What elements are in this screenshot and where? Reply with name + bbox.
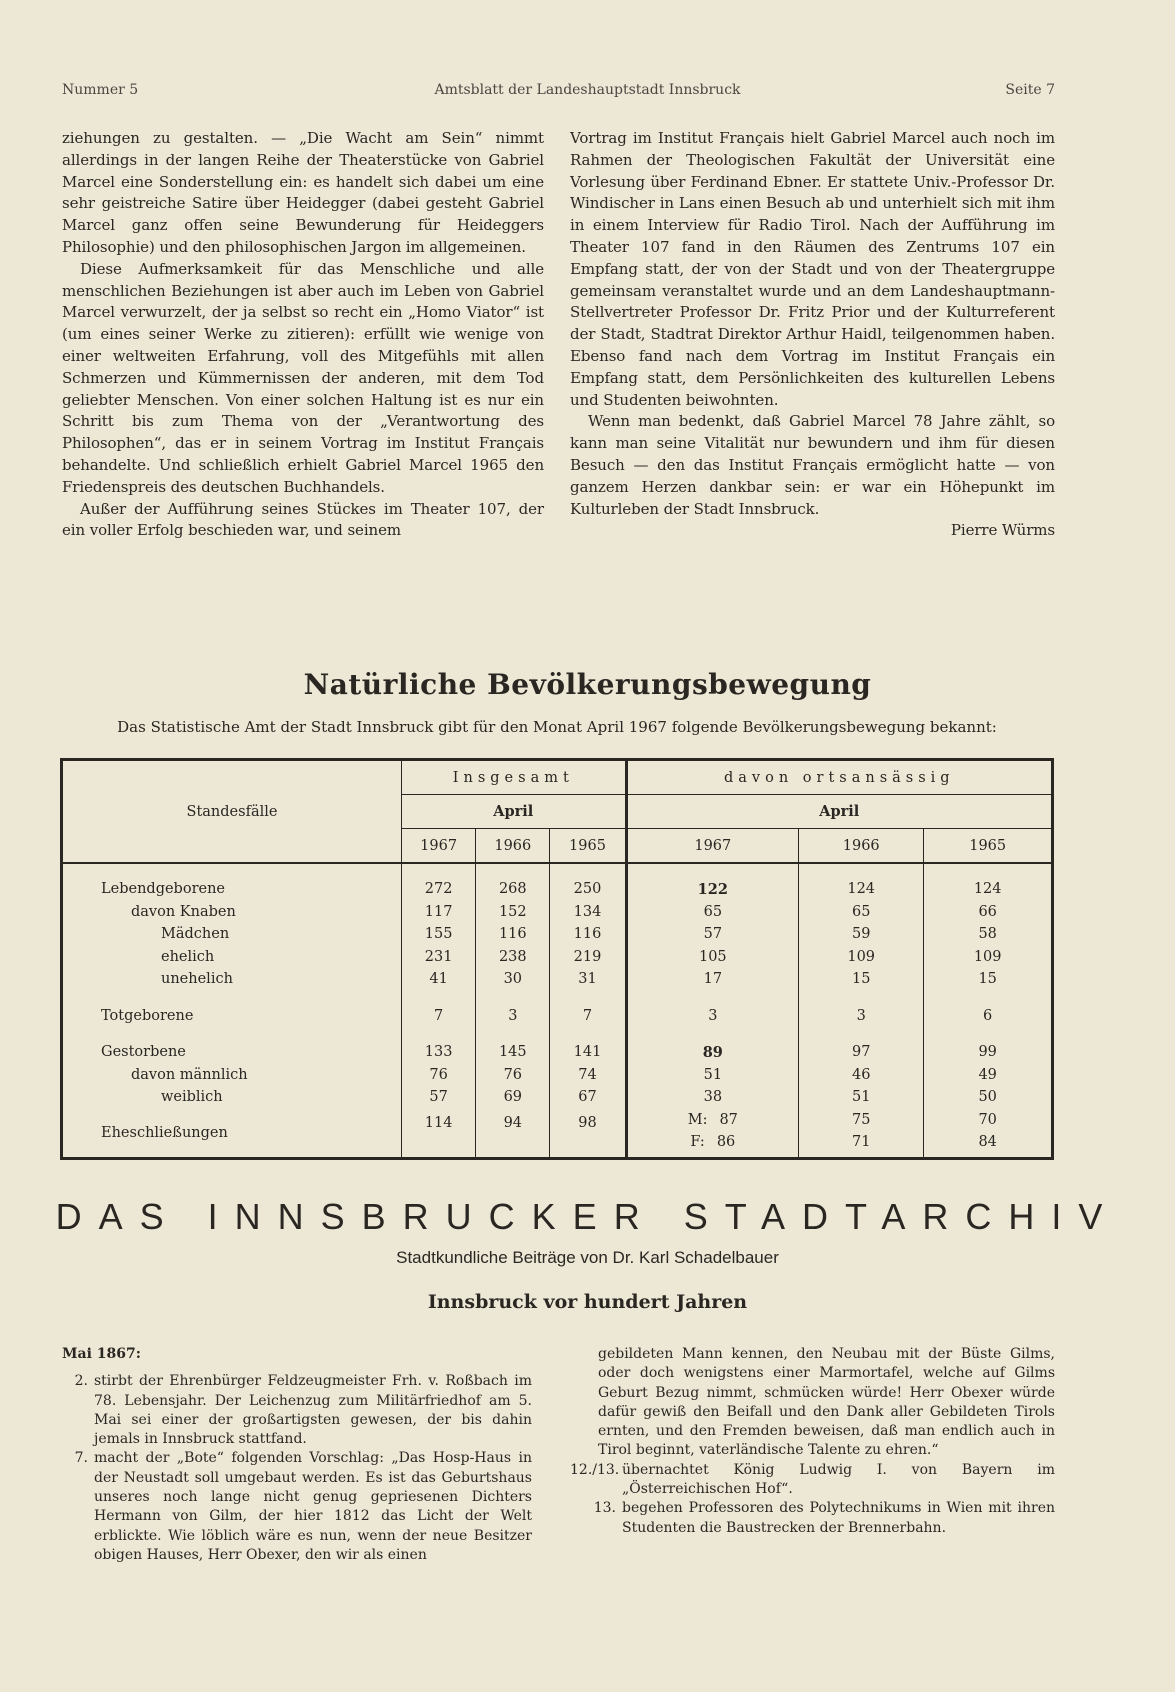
table-cell: 46 — [799, 1064, 924, 1087]
item-date: 7. — [74, 1450, 88, 1467]
table-cell: 97 — [799, 1041, 924, 1064]
chronicle-item — [62, 1372, 532, 1449]
table-cell: 117 — [402, 901, 476, 924]
row-label: Eheschließungen — [101, 1124, 228, 1141]
item-date: 2. — [74, 1373, 88, 1390]
table-cell: 15 — [924, 968, 1053, 991]
month-header: April — [402, 795, 627, 829]
stats-intro: Das Statistische Amt der Stadt Innsbruck gibt für den Monat April 1967 folgende Bevölkerungsbewegung bekannt: — [117, 718, 997, 736]
year-header: 1966 — [799, 829, 924, 864]
chronicle-item — [570, 1461, 1055, 1500]
year-header: 1967 — [402, 829, 476, 864]
table-row — [62, 1086, 1053, 1109]
male-value: 87 — [719, 1111, 738, 1128]
table-cell: 105 — [626, 946, 798, 969]
table-row — [62, 901, 1053, 924]
archive-subtitle: Stadtkundliche Beiträge von Dr. Karl Schadelbauer — [396, 1248, 779, 1267]
table-cell: 134 — [550, 901, 626, 924]
table-cell: 17 — [626, 968, 798, 991]
female-value: 86 — [716, 1133, 736, 1150]
paragraph: Außer der Aufführung seines Stückes im Theater 107, der ein voller Erfolg beschieden war, und seinem — [62, 499, 544, 540]
row-label: Totgeborene — [101, 1007, 194, 1024]
table-cell: 76 — [402, 1064, 476, 1087]
col-header-standesfaelle: Standesfälle — [62, 760, 402, 864]
table-cell: 7 — [550, 1005, 626, 1028]
item-text: übernachtet König Ludwig I. von Bayern im „Österreichischen Hof“. — [622, 1461, 1055, 1498]
female-value: 84 — [978, 1133, 997, 1150]
row-label: Gestorbene — [101, 1044, 186, 1061]
female-label: F: — [690, 1133, 705, 1150]
year-header: 1965 — [924, 829, 1053, 864]
table-cell: 3 — [799, 1005, 924, 1028]
item-text: macht der „Bote“ folgenden Vorschlag: „Das Hosp-Haus in der Neustadt soll umgebaut werden. Es ist das Geburtshaus unseres noch lange nicht genug gepriesenen Dichters Hermann von Gilm, der hier 1812 das Licht der Welt erblickte. Wie löblich wäre es nun, wenn der neue Besitzer obigen Hauses, Herr Obexer, den wir als einen — [94, 1450, 532, 1563]
table-cell: 65 — [626, 901, 798, 924]
chronicle-item — [570, 1499, 1055, 1538]
table-row — [62, 1041, 1053, 1064]
table-cell: 116 — [550, 923, 626, 946]
table-cell: 38 — [626, 1086, 798, 1109]
table-cell: 57 — [626, 923, 798, 946]
row-label: weiblich — [161, 1089, 223, 1106]
row-label: unehelich — [161, 971, 233, 988]
table-cell: 89 — [626, 1041, 798, 1064]
table-cell: 98 — [550, 1109, 626, 1159]
table-cell: 268 — [476, 878, 550, 901]
paragraph: Vortrag im Institut Français hielt Gabriel Marcel auch noch im Rahmen der Theologischen Fakultät der Universität eine Vorlesung über Ferdinand Ebner. Er stattete Univ.-Professor Dr. Windischer in Lans einen Besuch ab und unterhielt sich mit ihm in einem Interview für Radio Tirol. Nach der Aufführung im Theater 107 fand in den Räumen des Zentrums 107 ein Empfang statt, der von der Stadt und von der Theatergruppe gemeinsam veranstaltet wurde und an dem Landeshauptmann-Stellvertreter Professor Dr. Fritz Prior und der Kulturreferent der Stadt, Stadtrat Direktor Arthur Haidl, teilgenommen haben. Ebenso fand nach dem Vortrag im Institut Français ein Empfang statt, dem Persönlichkeiten des kulturellen Lebens und Studenten beiwohnten. — [570, 129, 1055, 409]
table-cell: 41 — [402, 968, 476, 991]
table-cell: 124 — [799, 878, 924, 901]
row-label: davon männlich — [131, 1066, 248, 1083]
table-cell: 51 — [626, 1064, 798, 1087]
table-cell — [626, 1109, 798, 1159]
paragraph: Diese Aufmerksamkeit für das Menschliche und alle menschlichen Beziehungen ist aber auch im Leben von Gabriel Marcel verwurzelt, der ja selbst so recht ein „Homo Viator“ ist (um eines seiner Werke zu zitieren): erfüllt wie wenige von einer weltweiten Erfahrung, voll des Mitgefühls mit allen Schmerzen und Kümmernissen der anderen, mit dem Tod geliebter Menschen. Von einer solchen Haltung ist es nur ein Schritt bis zum Thema von der „Verantwortung des Philosophen“, das er in seinem Vortrag im Institut Français behandelte. Und schließlich erhielt Gabriel Marcel 1965 den Friedenspreis des deutschen Buchhandels. — [62, 259, 544, 496]
archive-title: DAS INNSBRUCKER STADTARCHIV — [55, 1196, 1120, 1237]
table-cell: 109 — [924, 946, 1053, 969]
table-cell: 133 — [402, 1041, 476, 1064]
archive-heading: Innsbruck vor hundert Jahren — [427, 1291, 748, 1313]
section-title: Natürliche Bevölkerungsbewegung — [303, 668, 872, 701]
item-continuation: gebildeten Mann kennen, den Neubau mit der Büste Gilms, oder doch wenigstens einer Marmortafel, welche auf Gilms Geburt Bezug nimmt, schmücken würde! Herr Obexer würde dafür gewiß den Beifall und den Dank aller Gebildeten Tirols ernten, und den Fremden beweisen, daß man endlich auch in Tirol beginnt, vaterländische Talente zu ehren.“ — [598, 1346, 1055, 1459]
issue-number: Nummer 5 — [62, 82, 139, 98]
table-row — [62, 946, 1053, 969]
table-cell: 7 — [402, 1005, 476, 1028]
table-cell: 58 — [924, 923, 1053, 946]
article-left-column — [62, 128, 544, 542]
male-value: 70 — [978, 1111, 997, 1128]
table-cell: 155 — [402, 923, 476, 946]
table-cell: 272 — [402, 878, 476, 901]
table-cell: 124 — [924, 878, 1053, 901]
year-header: 1967 — [626, 829, 798, 864]
table-cell: 57 — [402, 1086, 476, 1109]
table-cell: 219 — [550, 946, 626, 969]
month-header: April — [626, 795, 1052, 829]
year-header: 1966 — [476, 829, 550, 864]
table-cell: 145 — [476, 1041, 550, 1064]
table-row — [62, 1064, 1053, 1087]
table-cell: 67 — [550, 1086, 626, 1109]
table-cell: 3 — [476, 1005, 550, 1028]
paragraph: ziehungen zu gestalten. — „Die Wacht am Sein“ nimmt allerdings in der langen Reihe der Theaterstücke von Gabriel Marcel eine Sonderstellung ein: es handelt sich dabei um eine sehr geistreiche Satire über Heidegger (dabei gesteht Gabriel Marcel ganz offen seine Bewunderung für Heideggers Philosophie) und den philosophischen Jargon im allgemeinen. — [62, 129, 544, 256]
male-label: M: — [687, 1111, 708, 1128]
row-label: Mädchen — [161, 926, 230, 943]
page-number: Seite 7 — [1005, 82, 1055, 98]
row-label: Lebendgeborene — [101, 881, 226, 898]
table-cell: 31 — [550, 968, 626, 991]
table-cell: 65 — [799, 901, 924, 924]
table-cell: 15 — [799, 968, 924, 991]
female-value: 71 — [851, 1133, 871, 1150]
table-cell — [924, 1109, 1053, 1159]
table-cell: 59 — [799, 923, 924, 946]
table-cell: 30 — [476, 968, 550, 991]
item-date: 12./13. — [570, 1461, 620, 1478]
table-row — [62, 878, 1053, 901]
table-cell: 50 — [924, 1086, 1053, 1109]
table-cell: 94 — [476, 1109, 550, 1159]
table-row — [62, 968, 1053, 991]
table-row — [62, 1109, 1053, 1159]
paragraph: Wenn man bedenkt, daß Gabriel Marcel 78 Jahre zählt, so kann man seine Vitalität nur bewundern und ihm für diesen Besuch — den das Institut Français ermöglicht hatte — von ganzem Herzen dankbar sein: er war ein Höhepunkt im Kulturleben der Stadt Innsbruck. — [570, 412, 1055, 518]
chronicle-month: Mai 1867: — [62, 1346, 141, 1362]
item-text: stirbt der Ehrenbürger Feldzeugmeister Frh. v. Roßbach im 78. Lebensjahr. Der Leichenzug zum Militärfriedhof am 5. Mai sei einer der großartigsten gewesen, der bis dahin jemals in Innsbruck stattfand. — [94, 1373, 532, 1448]
item-text: begehen Professoren des Polytechnikums in Wien mit ihren Studenten die Baustrecken der Brennerbahn. — [622, 1500, 1055, 1536]
article-right-column — [570, 128, 1055, 542]
table-cell: 99 — [924, 1041, 1053, 1064]
table-cell — [799, 1109, 924, 1159]
table-cell: 238 — [476, 946, 550, 969]
row-label: ehelich — [161, 948, 215, 965]
table-cell: 152 — [476, 901, 550, 924]
table-cell: 51 — [799, 1086, 924, 1109]
table-row — [62, 1005, 1053, 1028]
table-cell: 69 — [476, 1086, 550, 1109]
table-cell: 114 — [402, 1109, 476, 1159]
table-cell: 250 — [550, 878, 626, 901]
author-signature: Pierre Würms — [950, 521, 1055, 540]
group-header-insgesamt: Insgesamt — [402, 760, 627, 795]
male-value: 75 — [851, 1111, 871, 1128]
table-cell: 74 — [550, 1064, 626, 1087]
table-cell: 49 — [924, 1064, 1053, 1087]
year-header: 1965 — [550, 829, 626, 864]
table-cell: 109 — [799, 946, 924, 969]
table-cell: 116 — [476, 923, 550, 946]
table-cell: 122 — [626, 878, 798, 901]
table-cell: 3 — [626, 1005, 798, 1028]
population-table — [60, 758, 1054, 1160]
row-label: davon Knaben — [131, 903, 236, 920]
table-cell: 66 — [924, 901, 1053, 924]
table-row — [62, 923, 1053, 946]
chronicle-left-column — [62, 1345, 532, 1565]
chronicle-item — [62, 1449, 532, 1565]
chronicle-right-column — [570, 1345, 1055, 1538]
item-date: 13. — [593, 1500, 616, 1517]
group-header-ortsansaessig: davon ortsansässig — [626, 760, 1052, 795]
table-cell: 76 — [476, 1064, 550, 1087]
table-cell: 231 — [402, 946, 476, 969]
table-cell: 141 — [550, 1041, 626, 1064]
publication-title: Amtsblatt der Landeshauptstadt Innsbruck — [434, 82, 741, 98]
table-cell: 6 — [924, 1005, 1053, 1028]
